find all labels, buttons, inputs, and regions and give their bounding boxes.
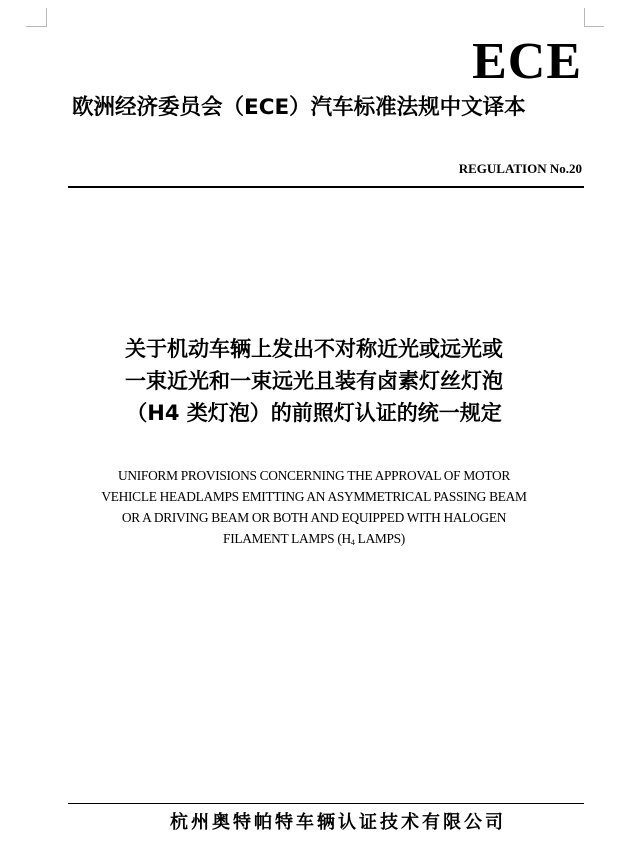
title-english-last-prefix: FILAMENT LAMPS (H — [223, 531, 351, 546]
document-series-subtitle: 欧洲经济委员会（ECE）汽车标准法规中文译本 — [72, 95, 526, 120]
title-english-line-last — [40, 528, 588, 551]
crop-mark-top-left-h — [26, 26, 46, 27]
title-chinese-line: （H4 类灯泡）的前照灯认证的统一规定 — [126, 401, 502, 425]
title-chinese-line: 关于机动车辆上发出不对称近光或远光或 — [125, 337, 503, 361]
company-name: 杭州奥特帕特车辆认证技术有限公司 — [170, 812, 506, 833]
footer-divider — [68, 803, 584, 804]
title-english-line: UNIFORM PROVISIONS CONCERNING THE APPROVAL OF MOTOR — [118, 468, 510, 483]
title-english — [40, 465, 588, 551]
crop-mark-top-right-v — [584, 8, 585, 27]
ece-logo: ECE — [472, 33, 582, 90]
title-chinese-line: 一束近光和一束远光且装有卤素灯丝灯泡 — [125, 369, 503, 393]
crop-mark-top-left-v — [46, 8, 47, 27]
title-english-last-suffix: LAMPS) — [354, 531, 405, 546]
title-chinese — [40, 333, 588, 429]
regulation-number: REGULATION No.20 — [458, 161, 582, 176]
header-divider — [68, 186, 584, 188]
title-english-line: OR A DRIVING BEAM OR BOTH AND EQUIPPED WITH HALOGEN — [121, 510, 507, 525]
title-english-last-subscript: 4 — [350, 538, 355, 547]
crop-mark-top-right-h — [584, 26, 604, 27]
title-english-line: VEHICLE HEADLAMPS EMITTING AN ASYMMETRICAL PASSING BEAM — [101, 489, 527, 504]
